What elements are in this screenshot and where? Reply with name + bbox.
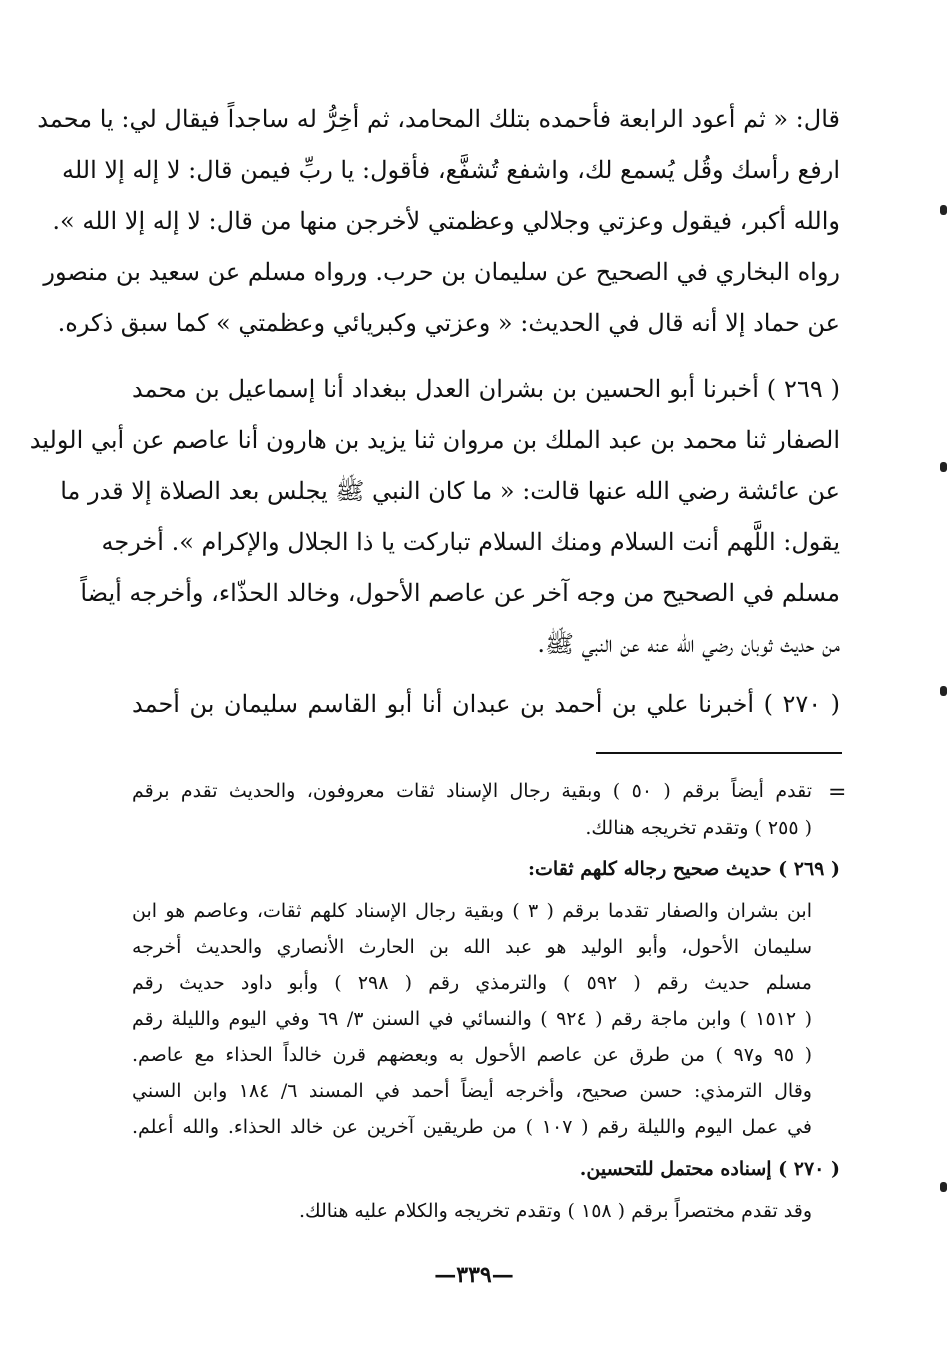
footnote-270-heading: ( ٢٧٠ ) إسناده محتمل للتحسين. xyxy=(579,1158,840,1180)
body-line-5: عن حماد إلا أنه قال في الحديث: « وعزتي وكبريائي وعظمتي » كما سبق ذكره. xyxy=(57,309,840,337)
hadith-270-line-1: ( ٢٧٠ ) أخبرنا علي بن أحمد بن عبدان أنا أبو القاسم سليمان بن أحمد xyxy=(132,690,840,718)
scan-mark xyxy=(940,462,947,472)
scan-mark xyxy=(940,205,947,215)
hadith-269-line-5: مسلم في الصحيح من وجه آخر عن عاصم الأحول، وخالد الحذّاء، وأخرجه أيضاً xyxy=(80,579,840,607)
footnote-269-line-2: سليمان الأحول، وأبو الوليد هو عبد الله بن الحارث الأنصاري والحديث أخرجه xyxy=(132,936,812,958)
body-line-4: رواه البخاري في الصحيح عن سليمان بن حرب. ورواه مسلم عن سعيد بن منصور xyxy=(43,258,840,286)
hadith-269-line-6: من حديث ثوبان رضي الله عنه عن النبي ﷺ. xyxy=(537,630,840,658)
body-line-2: ارفع رأسك وقُل يُسمع لك، واشفع تُشفَّع، فأقول: يا ربِّ فيمن قال: لا إله إلا الله xyxy=(61,156,840,184)
footnote-continuation-marker: = xyxy=(828,780,847,805)
footnote-269-line-6: وقال الترمذي: حسن صحيح، وأخرجه أيضاً أحمد في المسند ٦/ ١٨٤ وابن السني xyxy=(132,1080,812,1102)
footnote-269-line-3: مسلم حديث رقم ( ٥٩٢ ) والترمذي رقم ( ٢٩٨ ) وأبو داود حديث رقم xyxy=(132,972,812,994)
footnote-269-line-7: في عمل اليوم والليلة رقم ( ١٠٧ ) من طريقين آخرين عن خالد الحذاء. والله أعلم. xyxy=(132,1116,812,1138)
footnote-separator xyxy=(596,752,842,754)
hadith-269-line-4: يقول: اللَّهم أنت السلام ومنك السلام تباركت يا ذا الجلال والإكرام ». أخرجه xyxy=(101,528,840,556)
hadith-269-line-2: الصفار ثنا محمد بن عبد الملك بن مروان ثنا يزيد بن هارون أنا عاصم عن أبي الوليد xyxy=(29,426,840,454)
body-line-3: والله أكبر، فيقول وعزتي وجلالي وعظمتي لأخرجن منها من قال: لا إله إلا الله ». xyxy=(52,207,840,235)
footnote-269-line-5: ( ٩٥ و٩٧ ) من طرق عن عاصم الأحول به وبعضهم قرن خالداً الحذاء مع عاصم. xyxy=(132,1044,813,1066)
footnote-269-heading: ( ٢٦٩ ) حديث صحيح رجاله كلهم ثقات: xyxy=(528,858,840,880)
footnote-line-1: تقدم أيضاً برقم ( ٥٠ ) وبقية رجال الإسناد ثقات معروفون، والحديث تقدم برقم xyxy=(132,780,812,802)
footnote-line-2: ( ٢٥٥ ) وتقدم تخريجه هنالك. xyxy=(585,817,812,839)
body-line-1: قال: « ثم أعود الرابعة فأحمده بتلك المحامد، ثم أخِرُّ له ساجداً فيقال لي: يا محمد xyxy=(37,105,840,133)
page-number: —٣٣٩— xyxy=(434,1262,514,1288)
footnote-269-line-1: ابن بشران والصفار تقدما برقم ( ٣ ) وبقية رجال الإسناد كلهم ثقات، وعاصم هو ابن xyxy=(132,900,812,922)
scan-mark xyxy=(940,686,947,696)
hadith-269-line-1: ( ٢٦٩ ) أخبرنا أبو الحسين بن بشران العدل ببغداد أنا إسماعيل بن محمد xyxy=(132,375,840,403)
hadith-269-line-3: عن عائشة رضي الله عنها قالت: « ما كان النبي ﷺ يجلس بعد الصلاة إلا قدر ما xyxy=(60,477,840,505)
footnote-270-line-1: وقد تقدم مختصراً برقم ( ١٥٨ ) وتقدم تخريجه والكلام عليه هنالك. xyxy=(298,1200,812,1222)
footnote-269-line-4: ( ١٥١٢ ) وابن ماجة رقم ( ٩٢٤ ) والنسائي في السنن ٣/ ٦٩ وفي اليوم والليلة رقم xyxy=(132,1008,812,1030)
scan-mark xyxy=(940,1182,947,1192)
